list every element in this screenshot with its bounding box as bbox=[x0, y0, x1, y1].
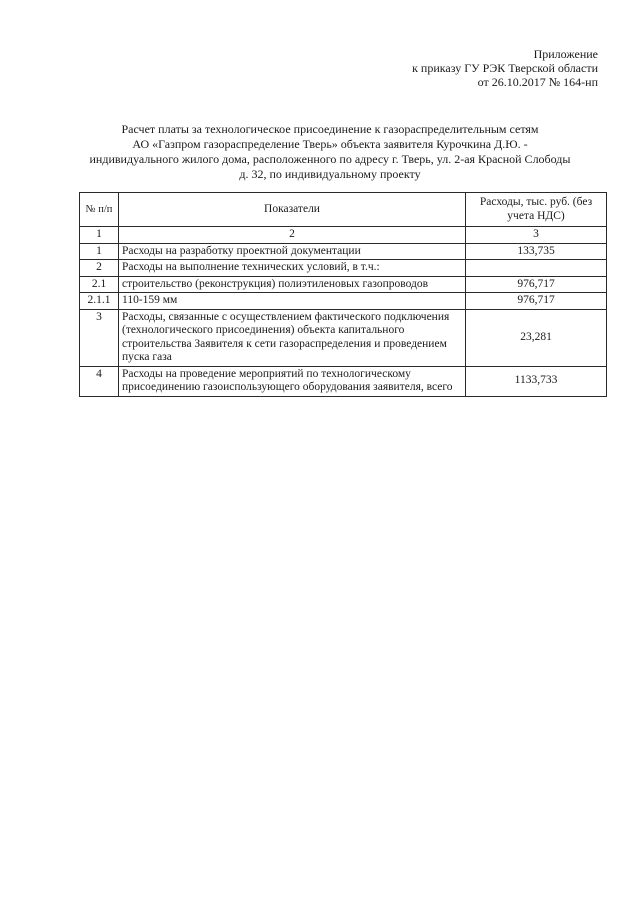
column-number-3: 3 bbox=[466, 227, 607, 244]
appendix-line-1: Приложение bbox=[533, 47, 598, 61]
document-title bbox=[70, 122, 590, 182]
row-value: 133,735 bbox=[466, 243, 607, 260]
row-value: 1133,733 bbox=[466, 366, 607, 396]
row-name: Расходы на проведение мероприятий по технологическому присоединению газоиспользующего оборудования заявителя, всего bbox=[119, 366, 466, 396]
row-num: 2 bbox=[80, 260, 119, 277]
row-value: 976,717 bbox=[466, 276, 607, 293]
table-row bbox=[80, 293, 607, 310]
title-line-4: д. 32, по индивидуальному проекту bbox=[239, 167, 421, 181]
title-line-3: индивидуального жилого дома, расположенного по адресу г. Тверь, ул. 2-ая Красной Слободы bbox=[89, 152, 571, 166]
table-row bbox=[80, 366, 607, 396]
appendix-line-2: к приказу ГУ РЭК Тверской области bbox=[412, 61, 598, 75]
title-line-2: АО «Газпром газораспределение Тверь» объекта заявителя Курочкина Д.Ю. - bbox=[132, 137, 528, 151]
table-header-row bbox=[80, 193, 607, 227]
cost-table bbox=[79, 192, 607, 397]
row-name: Расходы на выполнение технических условий, в т.ч.: bbox=[119, 260, 466, 277]
column-number-2: 2 bbox=[119, 227, 466, 244]
row-num: 3 bbox=[80, 309, 119, 366]
table-row bbox=[80, 276, 607, 293]
cost-table-wrapper bbox=[79, 192, 607, 397]
column-numbers-row bbox=[80, 227, 607, 244]
appendix-block bbox=[412, 47, 598, 89]
table-row bbox=[80, 260, 607, 277]
row-num: 2.1 bbox=[80, 276, 119, 293]
row-name: Расходы, связанные с осуществлением фактического подключения (технологического присоединения) объекта капитального строительства Заявителя к сети газораспределения и проведением пуска газа bbox=[119, 309, 466, 366]
row-name: Расходы на разработку проектной документации bbox=[119, 243, 466, 260]
header-value: Расходы, тыс. руб. (без учета НДС) bbox=[466, 193, 607, 227]
appendix-line-3: от 26.10.2017 № 164-нп bbox=[477, 75, 598, 89]
title-line-1: Расчет платы за технологическое присоединение к газораспределительным сетям bbox=[121, 122, 539, 136]
row-value bbox=[466, 260, 607, 277]
row-num: 1 bbox=[80, 243, 119, 260]
table-row bbox=[80, 243, 607, 260]
header-name: Показатели bbox=[119, 193, 466, 227]
column-number-1: 1 bbox=[80, 227, 119, 244]
row-name: строительство (реконструкция) полиэтиленовых газопроводов bbox=[119, 276, 466, 293]
row-name: 110-159 мм bbox=[119, 293, 466, 310]
row-num: 2.1.1 bbox=[80, 293, 119, 310]
table-row bbox=[80, 309, 607, 366]
header-num: № п/п bbox=[80, 193, 119, 227]
row-value: 23,281 bbox=[466, 309, 607, 366]
row-num: 4 bbox=[80, 366, 119, 396]
row-value: 976,717 bbox=[466, 293, 607, 310]
